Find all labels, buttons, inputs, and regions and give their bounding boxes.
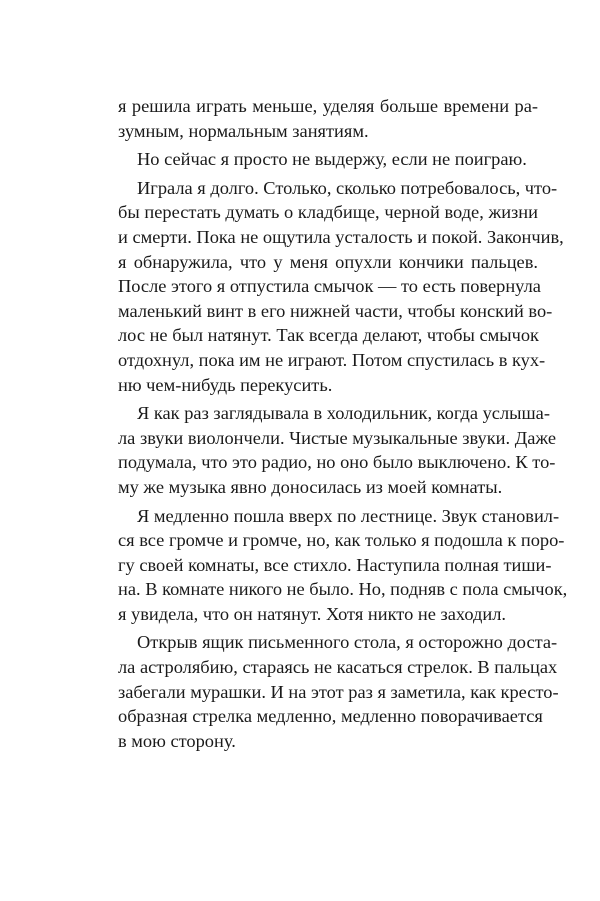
text-line: отдохнул, пока им не играют. Потом спустилась в кух- [118, 349, 546, 370]
text-line: Играла я долго. Столько, сколько потребовалось, что- [137, 177, 558, 198]
text-line: Открыв ящик письменного стола, я осторожно доста- [137, 632, 558, 653]
text-line: После этого я отпустила смычок — то есть повернула [118, 276, 541, 297]
text-line: Я медленно пошла вверх по лестнице. Звук становил- [137, 505, 560, 526]
paragraph-3 [118, 176, 564, 397]
text-line: в мою сторону. [118, 730, 236, 751]
text-line: я увидела, что он натянут. Хотя никто не заходил. [118, 603, 507, 624]
text-line: ла звуки виолончели. Чистые музыкальные звуки. Даже [118, 427, 557, 448]
text-line: ню чем-нибудь перекусить. [118, 374, 333, 395]
page-text [118, 94, 568, 753]
text-line: му же музыка явно доносилась из моей комнаты. [118, 476, 503, 497]
paragraph-5 [118, 504, 568, 627]
text-line: ла астролябию, стараясь не касаться стрелок. В пальцах [118, 657, 558, 678]
text-line: образная стрелка медленно, медленно поворачивается [118, 706, 543, 727]
paragraph-2 [118, 147, 538, 172]
text-line: я обнаружила, что у меня опухли кончики пальцев. [118, 251, 538, 272]
text-line: я решила играть меньше, уделяя больше времени ра- [118, 96, 538, 116]
text-line: бы перестать думать о кладбище, черной воде, жизни [118, 202, 538, 223]
paragraph-4 [118, 401, 557, 499]
text-line: на. В комнате никого не было. Но, подняв с пола смычок, [118, 579, 568, 600]
paragraph-1 [118, 94, 538, 143]
text-line: Но сейчас я просто не выдержу, если не поиграю. [137, 149, 527, 170]
text-line: зумным, нормальным занятиям. [118, 120, 369, 141]
text-line: и смерти. Пока не ощутила усталость и покой. Закончив, [118, 226, 564, 247]
text-line: Я как раз заглядывала в холодильник, когда услыша- [137, 403, 550, 424]
text-line: ся все громче и громче, но, как только я подошла к поро- [118, 530, 565, 551]
text-line: подумала, что это радио, но оно было выключено. К то- [118, 452, 556, 473]
paragraph-6 [118, 630, 559, 753]
text-line: лос не был натянут. Так всегда делают, чтобы смычок [118, 325, 539, 346]
text-line: гу своей комнаты, все стихло. Наступила полная тиши- [118, 554, 552, 575]
text-line: забегали мурашки. И на этот раз я заметила, как кресто- [118, 681, 559, 702]
text-line: маленький винт в его нижней части, чтобы конский во- [118, 300, 553, 321]
